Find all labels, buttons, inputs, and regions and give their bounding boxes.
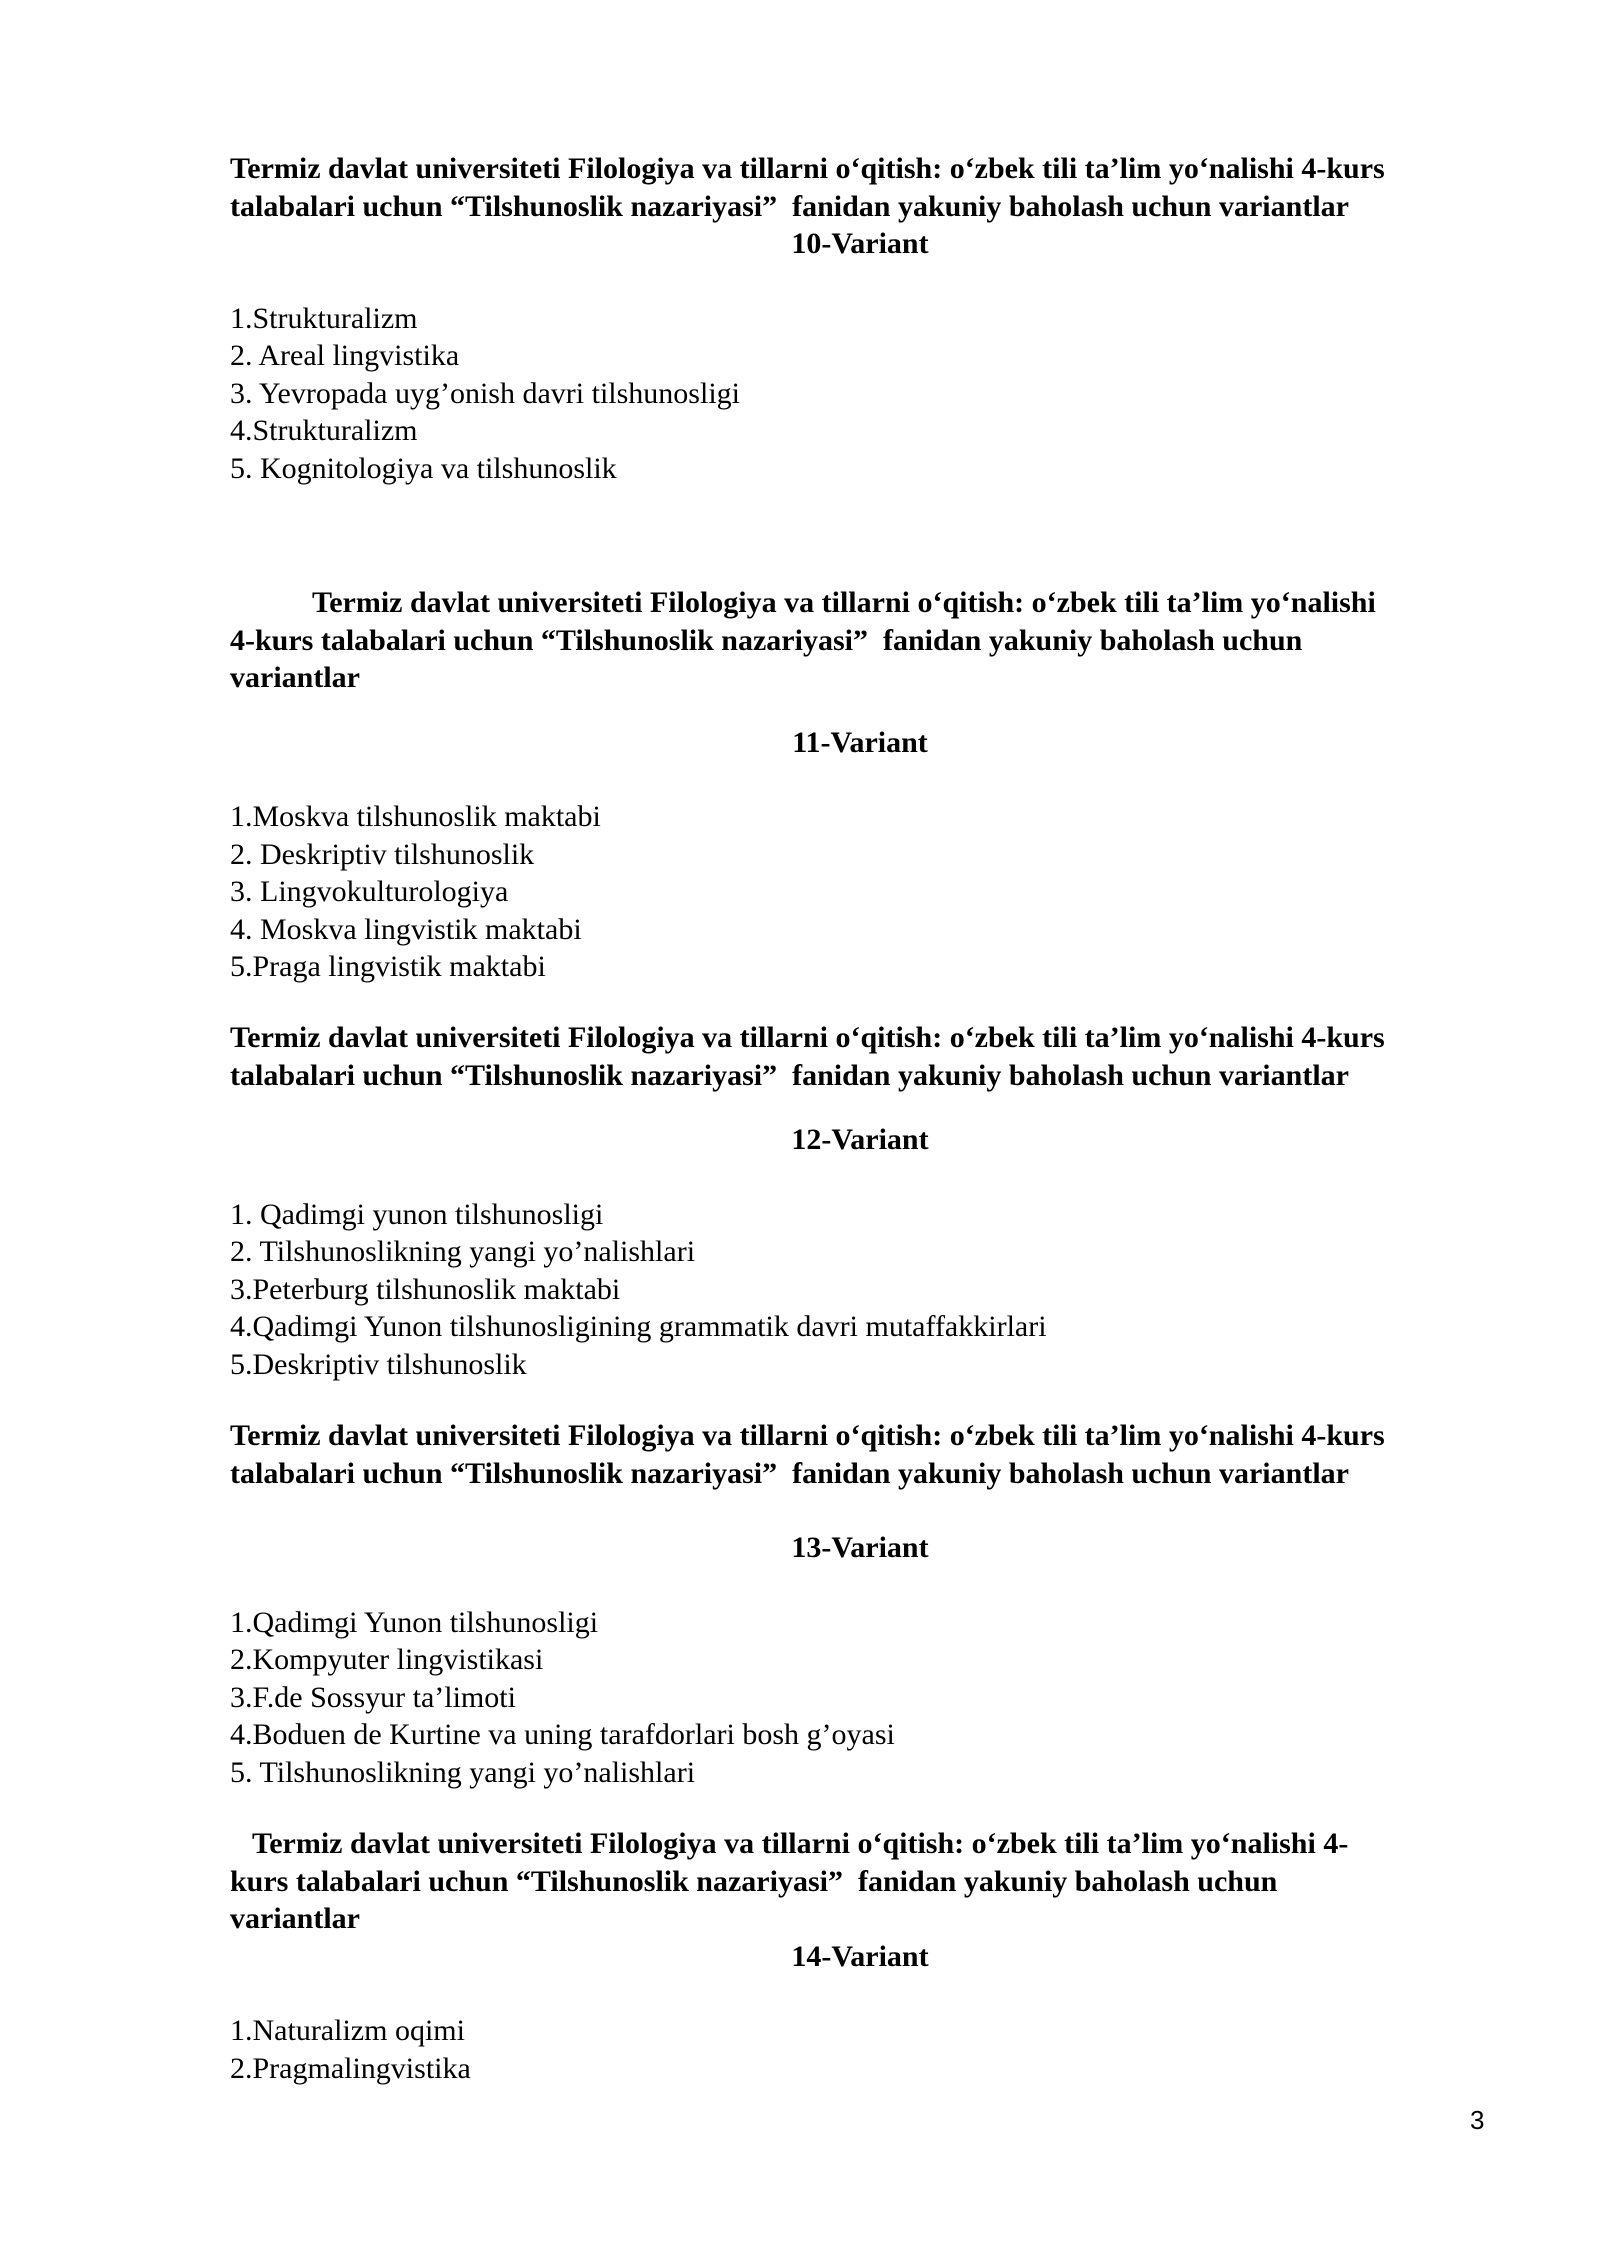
heading-line: variantlar: [230, 661, 360, 694]
topic-list: [230, 1196, 1490, 1384]
heading-line: talabalari uchun “Tilshunoslik nazariyasi” fanidan yakuniy baholash uchun variantlar: [230, 1456, 1349, 1490]
list-item: 1.Naturalizm oqimi: [230, 2014, 465, 2047]
variant-title: 13-Variant: [791, 1531, 929, 1564]
list-item: 3.F.de Sossyur ta’limoti: [230, 1680, 516, 1714]
section-heading: [230, 1825, 1490, 1938]
heading-line: variantlar: [230, 1902, 360, 1935]
topic-list: [230, 1604, 1490, 1792]
variant-title: 10-Variant: [791, 227, 929, 260]
list-item: 2.Kompyuter lingvistikasi: [230, 1643, 544, 1676]
heading-line: Termiz davlat universiteti Filologiya va tillarni o‘qitish: o‘zbek tili ta’lim yo‘nalishi: [230, 586, 1376, 619]
topic-list: [230, 2012, 1490, 2087]
heading-line: Termiz davlat universiteti Filologiya va tillarni o‘qitish: o‘zbek tili ta’lim yo‘nalishi 4-kurs: [230, 1021, 1385, 1054]
list-item: 5.Deskriptiv tilshunoslik: [230, 1347, 527, 1381]
section-heading: [230, 584, 1490, 697]
heading-line: Termiz davlat universiteti Filologiya va tillarni o‘qitish: o‘zbek tili ta’lim yo‘nalishi 4-kurs: [230, 152, 1385, 185]
list-item: 3. Yevropada uyg’onish davri tilshunosligi: [230, 376, 740, 410]
heading-line: 4-kurs talabalari uchun “Tilshunoslik nazariyasi” fanidan yakuniy baholash uchun: [230, 623, 1303, 657]
heading-line: Termiz davlat universiteti Filologiya va tillarni o‘qitish: o‘zbek tili ta’lim yo‘nalishi 4-: [230, 1827, 1349, 1860]
heading-line: talabalari uchun “Tilshunoslik nazariyasi” fanidan yakuniy baholash uchun variantlar: [230, 189, 1349, 223]
list-item: 4.Qadimgi Yunon tilshunosligining grammatik davri mutaffakkirlari: [230, 1310, 1047, 1343]
list-item: 1.Strukturalizm: [230, 301, 418, 335]
variant-title: 14-Variant: [791, 1939, 929, 1973]
list-item: 1.Moskva tilshunoslik maktabi: [230, 800, 601, 833]
list-item: 1.Qadimgi Yunon tilshunosligi: [230, 1605, 599, 1639]
topic-list: [230, 300, 1490, 488]
list-item: 4. Moskva lingvistik maktabi: [230, 912, 582, 946]
list-item: 3.Peterburg tilshunoslik maktabi: [230, 1272, 621, 1306]
heading-line: talabalari uchun “Tilshunoslik nazariyasi” fanidan yakuniy baholash uchun variantlar: [230, 1058, 1349, 1092]
variant-title: 11-Variant: [792, 725, 928, 759]
heading-line: kurs talabalari uchun “Tilshunoslik nazariyasi” fanidan yakuniy baholash uchun: [230, 1864, 1278, 1898]
variant-section-12: [230, 1019, 1490, 1383]
variant-section-11: [230, 584, 1490, 986]
list-item: 5. Tilshunoslikning yangi yo’nalishlari: [230, 1755, 696, 1789]
section-heading: [230, 150, 1490, 225]
section-heading: [230, 1417, 1490, 1492]
list-item: 4.Boduen de Kurtine va uning tarafdorlari bosh g’oyasi: [230, 1718, 895, 1751]
list-item: 5. Kognitologiya va tilshunoslik: [230, 451, 617, 485]
variant-section-13: [230, 1417, 1490, 1791]
variant-title: 12-Variant: [791, 1123, 929, 1156]
heading-line: Termiz davlat universiteti Filologiya va tillarni o‘qitish: o‘zbek tili ta’lim yo‘nalishi 4-kurs: [230, 1419, 1385, 1452]
list-item: 2. Tilshunoslikning yangi yo’nalishlari: [230, 1235, 696, 1268]
list-item: 3. Lingvokulturologiya: [230, 875, 509, 908]
list-item: 2. Deskriptiv tilshunoslik: [230, 837, 535, 871]
list-item: 2. Areal lingvistika: [230, 339, 460, 372]
list-item: 5.Praga lingvistik maktabi: [230, 950, 546, 983]
page-number: 3: [1470, 2105, 1485, 2135]
variant-section-14: [230, 1825, 1490, 2087]
list-item: 2.Pragmalingvistika: [230, 2051, 471, 2085]
topic-list: [230, 798, 1490, 986]
variant-section-10: [230, 150, 1490, 487]
list-item: 1. Qadimgi yunon tilshunosligi: [230, 1197, 604, 1231]
section-heading: [230, 1019, 1490, 1094]
list-item: 4.Strukturalizm: [230, 414, 418, 447]
